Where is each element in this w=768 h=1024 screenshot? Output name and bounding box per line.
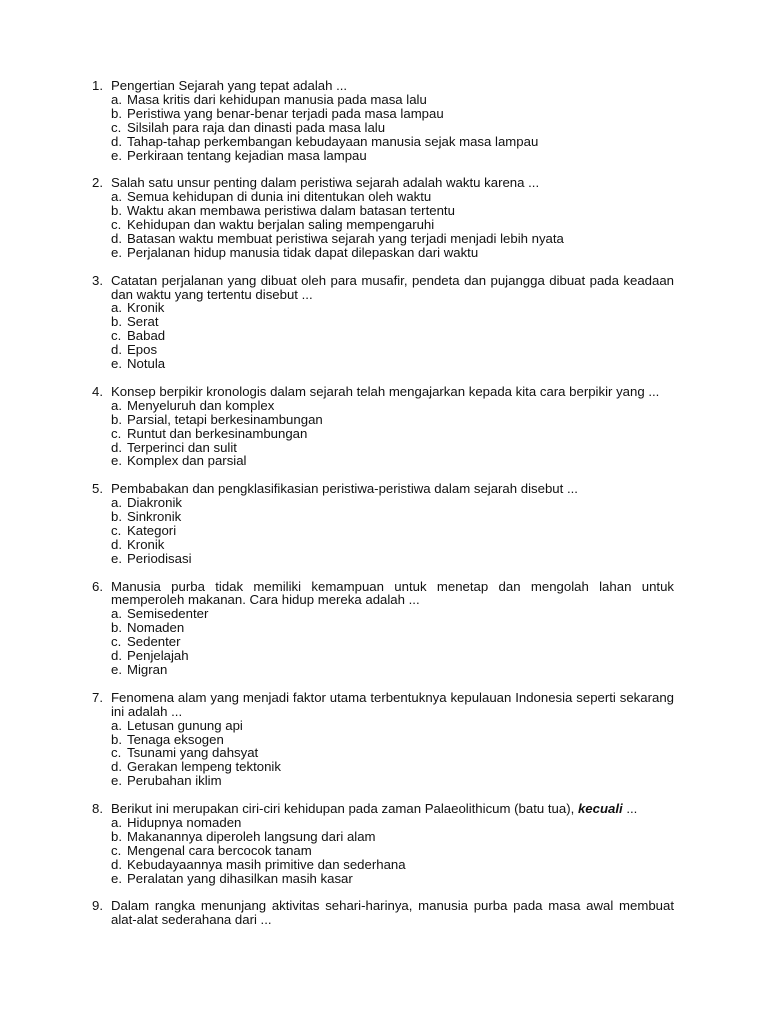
- question-body: [111, 802, 674, 885]
- option-a: [111, 816, 674, 830]
- option-a: [111, 93, 674, 107]
- option-text: Sinkronik: [127, 509, 182, 525]
- option-letter: a.: [111, 495, 122, 511]
- option-letter: c.: [111, 634, 122, 650]
- option-text: Nomaden: [127, 620, 185, 636]
- option-letter: e.: [111, 356, 122, 372]
- option-text: Komplex dan parsial: [127, 453, 247, 469]
- option-letter: d.: [111, 536, 122, 552]
- option-letter: e.: [111, 661, 122, 677]
- option-a: [111, 301, 674, 315]
- question-text: Dalam rangka menunjang aktivitas sehari-harinya, manusia purba pada masa awal membuat alat-alat sederahana dari ...: [111, 898, 674, 928]
- option-text: Kronik: [127, 536, 165, 552]
- question-5: [92, 482, 674, 565]
- option-letter: d.: [111, 133, 122, 149]
- option-b: [111, 510, 674, 524]
- option-letter: b.: [111, 509, 122, 525]
- question-number: 8.: [92, 801, 103, 817]
- option-text: Kronik: [127, 300, 165, 316]
- option-d: [111, 858, 674, 872]
- options-list: [111, 190, 674, 260]
- option-letter: d.: [111, 856, 122, 872]
- option-text: Letusan gunung api: [127, 717, 243, 733]
- question-text-tail: ...: [622, 801, 638, 817]
- options-list: [111, 93, 674, 163]
- option-text: Kategori: [127, 522, 177, 538]
- question-number: 7.: [92, 689, 103, 705]
- option-letter: c.: [111, 328, 122, 344]
- option-text: Semua kehidupan di dunia ini ditentukan oleh waktu: [127, 189, 432, 205]
- question-text: Konsep berpikir kronologis dalam sejarah telah mengajarkan kepada kita cara berpikir yang ...: [111, 383, 660, 399]
- option-e: [111, 774, 674, 788]
- question-text: Pembabakan dan pengklasifikasian peristiwa-peristiwa dalam sejarah disebut ...: [111, 481, 578, 497]
- option-a: [111, 190, 674, 204]
- question-6: [92, 580, 674, 677]
- option-letter: a.: [111, 717, 122, 733]
- option-c: [111, 746, 674, 760]
- question-3: [92, 274, 674, 371]
- option-b: [111, 621, 674, 635]
- question-4: [92, 385, 674, 468]
- option-d: [111, 232, 674, 246]
- option-text: Silsilah para raja dan dinasti pada masa lalu: [127, 119, 386, 135]
- options-list: [111, 301, 674, 371]
- option-d: [111, 135, 674, 149]
- option-text: Penjelajah: [127, 648, 189, 664]
- option-letter: d.: [111, 230, 122, 246]
- question-body: [111, 385, 674, 468]
- option-letter: e.: [111, 147, 122, 163]
- option-text: Batasan waktu membuat peristiwa sejarah yang terjadi menjadi lebih nyata: [127, 230, 564, 246]
- option-text: Parsial, tetapi berkesinambungan: [127, 411, 323, 427]
- question-9: [92, 899, 674, 927]
- question-body: [111, 482, 674, 565]
- option-text: Kebudayaannya masih primitive dan sederhana: [127, 856, 406, 872]
- option-letter: b.: [111, 731, 122, 747]
- question-number: 1.: [92, 78, 103, 93]
- question-number: 6.: [92, 578, 103, 594]
- option-text: Tenaga eksogen: [127, 731, 224, 747]
- option-c: [111, 635, 674, 649]
- question-7: [92, 691, 674, 788]
- option-c: [111, 218, 674, 232]
- option-letter: a.: [111, 606, 122, 622]
- option-letter: b.: [111, 620, 122, 636]
- option-letter: e.: [111, 773, 122, 789]
- option-letter: a.: [111, 814, 122, 830]
- option-b: [111, 204, 674, 218]
- option-a: [111, 719, 674, 733]
- option-text: Perjalanan hidup manusia tidak dapat dilepaskan dari waktu: [127, 244, 479, 260]
- option-letter: e.: [111, 244, 122, 260]
- option-text: Terperinci dan sulit: [127, 439, 237, 455]
- option-e: [111, 246, 674, 260]
- option-text: Hidupnya nomaden: [127, 814, 242, 830]
- option-text: Peralatan yang dihasilkan masih kasar: [127, 870, 353, 886]
- question-text: Pengertian Sejarah yang tepat adalah ...: [111, 78, 348, 93]
- option-text: Mengenal cara bercocok tanam: [127, 842, 312, 858]
- option-text: Migran: [127, 661, 168, 677]
- question-text: Fenomena alam yang menjadi faktor utama terbentuknya kepulauan Indonesia seperti sekarang ini adalah ...: [111, 689, 674, 719]
- option-letter: c.: [111, 842, 122, 858]
- option-c: [111, 844, 674, 858]
- option-e: [111, 663, 674, 677]
- question-text: Salah satu unsur penting dalam peristiwa sejarah adalah waktu karena ...: [111, 175, 540, 191]
- option-letter: d.: [111, 439, 122, 455]
- option-text: Perubahan iklim: [127, 773, 222, 789]
- option-letter: b.: [111, 828, 122, 844]
- question-body: [111, 899, 674, 927]
- option-letter: c.: [111, 745, 122, 761]
- option-letter: a.: [111, 91, 122, 107]
- option-text: Tsunami yang dahsyat: [127, 745, 259, 761]
- question-2: [92, 176, 674, 259]
- option-letter: a.: [111, 189, 122, 205]
- options-list: [111, 399, 674, 469]
- option-d: [111, 760, 674, 774]
- option-c: [111, 121, 674, 135]
- options-list: [111, 816, 674, 886]
- option-b: [111, 107, 674, 121]
- option-b: [111, 733, 674, 747]
- option-text: Gerakan lempeng tektonik: [127, 759, 281, 775]
- option-e: [111, 149, 674, 163]
- question-text: [111, 802, 674, 816]
- options-list: [111, 496, 674, 566]
- option-e: [111, 357, 674, 371]
- question-text-main: Berikut ini merupakan ciri-ciri kehidupan pada zaman Palaeolithicum (batu tua),: [111, 801, 578, 817]
- question-number: 5.: [92, 481, 103, 497]
- option-text: Epos: [127, 342, 158, 358]
- option-e: [111, 872, 674, 886]
- question-body: [111, 79, 674, 162]
- option-letter: c.: [111, 425, 122, 441]
- question-emphasis: kecuali: [577, 801, 623, 817]
- option-a: [111, 607, 674, 621]
- option-text: Perkiraan tentang kejadian masa lampau: [127, 147, 367, 163]
- option-letter: a.: [111, 397, 122, 413]
- option-text: Diakronik: [127, 495, 182, 511]
- option-text: Serat: [127, 314, 159, 330]
- option-d: [111, 649, 674, 663]
- option-letter: b.: [111, 314, 122, 330]
- option-text: Babad: [127, 328, 166, 344]
- option-text: Kehidupan dan waktu berjalan saling mempengaruhi: [127, 217, 435, 233]
- option-d: [111, 441, 674, 455]
- option-text: Peristiwa yang benar-benar terjadi pada masa lampau: [127, 105, 444, 121]
- option-letter: e.: [111, 550, 122, 566]
- question-number: 3.: [92, 272, 103, 288]
- option-letter: e.: [111, 453, 122, 469]
- option-text: Waktu akan membawa peristiwa dalam batasan tertentu: [127, 203, 455, 219]
- question-body: [111, 176, 674, 259]
- question-number: 2.: [92, 175, 103, 191]
- question-number: 9.: [92, 898, 103, 914]
- options-list: [111, 719, 674, 789]
- option-text: Makanannya diperoleh langsung dari alam: [127, 828, 376, 844]
- option-letter: d.: [111, 342, 122, 358]
- option-letter: e.: [111, 870, 122, 886]
- option-a: [111, 496, 674, 510]
- option-letter: d.: [111, 648, 122, 664]
- option-a: [111, 399, 674, 413]
- question-1: [92, 79, 674, 162]
- option-letter: b.: [111, 105, 122, 121]
- option-b: [111, 315, 674, 329]
- option-letter: b.: [111, 411, 122, 427]
- option-e: [111, 552, 674, 566]
- option-b: [111, 830, 674, 844]
- question-body: [111, 691, 674, 788]
- option-d: [111, 538, 674, 552]
- option-text: Menyeluruh dan komplex: [127, 397, 275, 413]
- option-text: Masa kritis dari kehidupan manusia pada masa lalu: [127, 91, 427, 107]
- question-body: [111, 580, 674, 677]
- option-c: [111, 427, 674, 441]
- option-c: [111, 524, 674, 538]
- option-text: Tahap-tahap perkembangan kebudayaan manusia sejak masa lampau: [127, 133, 539, 149]
- option-letter: a.: [111, 300, 122, 316]
- question-text: Catatan perjalanan yang dibuat oleh para musafir, pendeta dan pujangga dibuat pada keadaan dan waktu yang tertentu disebut ...: [111, 272, 674, 302]
- option-letter: c.: [111, 119, 122, 135]
- question-body: [111, 274, 674, 371]
- question-8: [92, 802, 674, 885]
- option-c: [111, 329, 674, 343]
- option-b: [111, 413, 674, 427]
- options-list: [111, 607, 674, 677]
- option-letter: b.: [111, 203, 122, 219]
- option-letter: c.: [111, 522, 122, 538]
- option-text: Semisedenter: [127, 606, 209, 622]
- option-text: Runtut dan berkesinambungan: [127, 425, 308, 441]
- option-text: Sedenter: [127, 634, 181, 650]
- option-letter: d.: [111, 759, 122, 775]
- question-text: Manusia purba tidak memiliki kemampuan untuk menetap dan mengolah lahan untuk memperoleh makanan. Cara hidup mereka adalah ...: [111, 578, 674, 608]
- option-text: Notula: [127, 356, 166, 372]
- option-text: Periodisasi: [127, 550, 192, 566]
- option-e: [111, 454, 674, 468]
- option-d: [111, 343, 674, 357]
- option-letter: c.: [111, 217, 122, 233]
- question-number: 4.: [92, 383, 103, 399]
